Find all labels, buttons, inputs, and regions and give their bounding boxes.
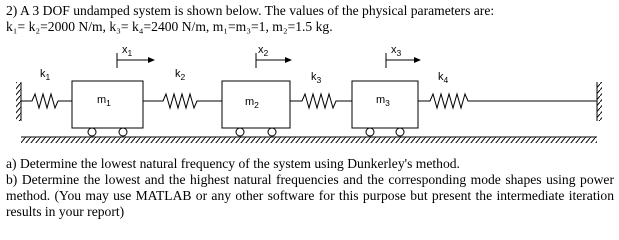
label-m3: $m_3$: [376, 94, 390, 108]
label-m2: $m_2$: [245, 96, 259, 110]
mass-spring-diagram: [0, 38, 619, 154]
ground: [21, 137, 597, 143]
problem-statement-line-1: 2) A 3 DOF undamped system is shown below. The values of the physical parameters are:: [6, 3, 495, 18]
question-b: b) Determine the lowest and the highest natural frequencies and the corresponding mode shapes using power method. (You may use MATLAB or any other software for this purpose but present the intermediate iteration results in your report): [6, 172, 614, 219]
left-wall: [16, 82, 21, 121]
spring-k3: [290, 94, 352, 108]
spring-k2: [143, 94, 222, 108]
spring-k1: [21, 94, 72, 108]
label-k3: $k_3$: [311, 71, 322, 85]
label-m1: $m_1$: [97, 94, 111, 108]
label-k4: $k_4$: [438, 71, 449, 85]
right-wall: [597, 82, 602, 121]
question-a: a) Determine the lowest natural frequency of the system using Dunkerley's method.: [6, 156, 460, 171]
parameter-values-line: k₁= k₂=2000 N/m, k₃= k₄=2400 N/m, m₁=m₃=1, m₂=1.5 kg.: [6, 19, 333, 34]
label-x2: $x_2$: [258, 44, 269, 58]
label-k1: $k_1$: [40, 68, 51, 82]
label-x1: $x_1$: [122, 44, 133, 58]
mass-m3-block: [352, 81, 418, 136]
label-x3: $x_3$: [391, 44, 402, 58]
label-k2: $k_2$: [175, 68, 186, 82]
mass-m1-block: [72, 81, 143, 136]
spring-k4: [418, 94, 597, 108]
